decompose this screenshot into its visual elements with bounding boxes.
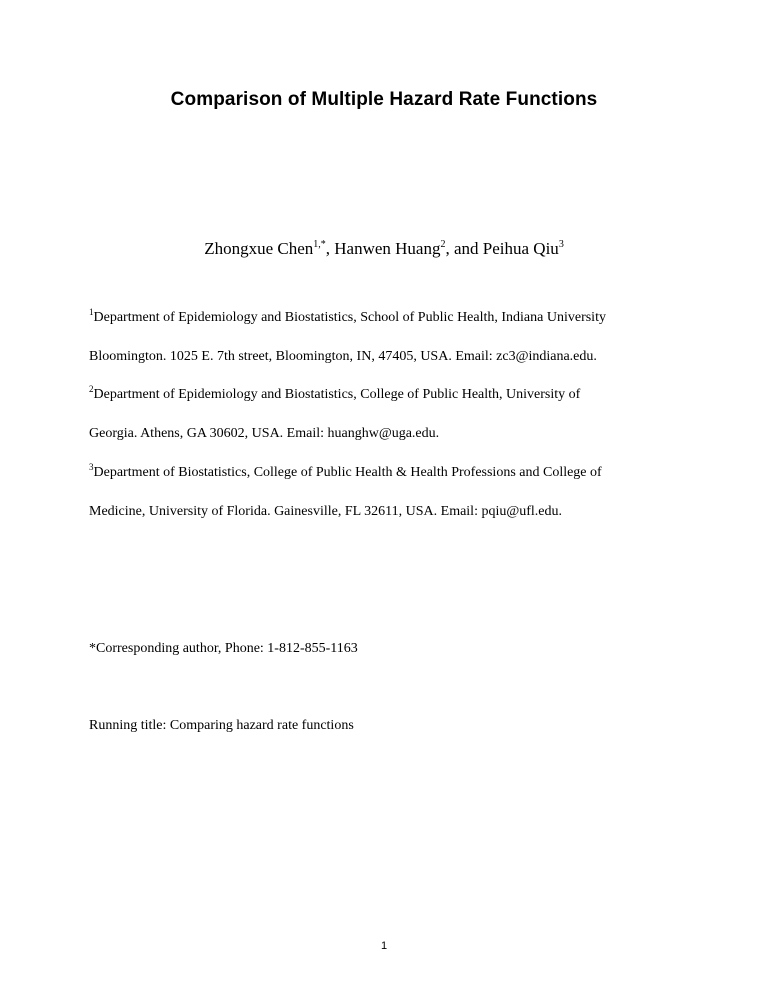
affiliation-number: 2 [89,384,94,394]
affiliation-2 [89,375,689,453]
affiliation-text: Department of Epidemiology and Biostatistics, School of Public Health, Indiana University [93,310,606,325]
author-list [0,239,768,259]
affiliation-1 [89,298,689,376]
author-affiliation-marker: 2 [440,239,446,250]
author-name: Zhongxue Chen [204,239,314,258]
corresponding-author-note: *Corresponding author, Phone: 1-812-855-1163 [89,641,358,656]
author-separator: , and [445,239,483,258]
affiliation-text: Department of Biostatistics, College of Public Health & Health Professions and College of [93,465,602,480]
author-separator: , [325,239,335,258]
running-title: Running title: Comparing hazard rate functions [89,718,354,733]
author-name: Peihua Qiu [482,239,559,258]
affiliation-line [89,375,689,414]
paper-title: Comparison of Multiple Hazard Rate Functions [170,89,598,110]
affiliation-line [89,453,689,492]
affiliation-line: Medicine, University of Florida. Gainesville, FL 32611, USA. Email: pqiu@ufl.edu. [89,504,563,519]
affiliation-number: 1 [89,307,94,317]
affiliation-line [89,298,689,337]
affiliation-3 [89,453,689,531]
affiliation-number: 3 [89,462,94,472]
page-number: 1 [380,940,388,952]
author-affiliation-marker: 3 [558,239,564,250]
author-affiliation-marker: 1,* [313,239,326,250]
author-name: Hanwen Huang [334,239,441,258]
affiliation-line: Bloomington. 1025 E. 7th street, Bloomington, IN, 47405, USA. Email: zc3@indiana.edu. [89,349,597,364]
affiliation-line: Georgia. Athens, GA 30602, USA. Email: huanghw@uga.edu. [89,426,440,441]
affiliation-text: Department of Epidemiology and Biostatistics, College of Public Health, University of [93,387,581,402]
